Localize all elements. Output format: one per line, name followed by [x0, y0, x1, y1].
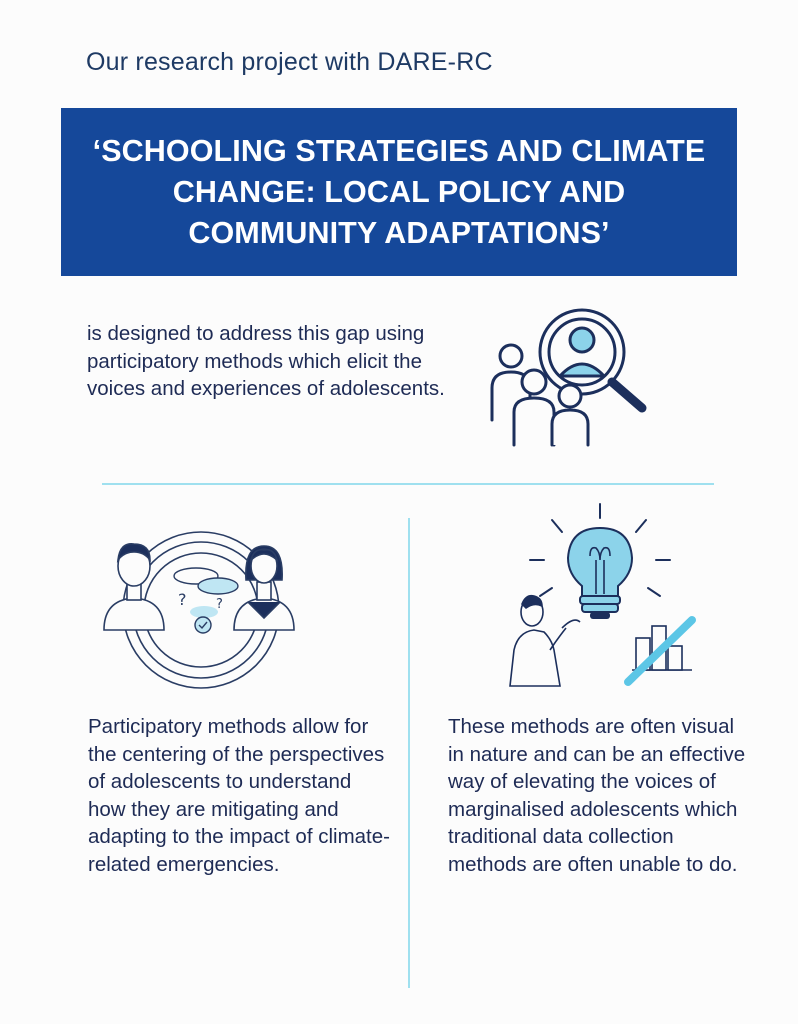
svg-text:?: ? — [216, 597, 223, 612]
section2-text: Participatory methods allow for the centering of the perspectives of adolescents to understand how they are mitigating and adapting to the impact of climate-related emergencies. — [88, 715, 390, 876]
horizontal-divider — [102, 483, 714, 485]
people-magnifier-icon — [484, 300, 654, 450]
conversation-people-icon — [98, 520, 303, 690]
section3-text: These methods are often visual in nature and can be an effective way of elevating the voices of marginalised adolescents which traditional data collection methods are often unable to do. — [448, 715, 746, 876]
svg-text:?: ? — [178, 590, 187, 609]
project-title: ‘SCHOOLING STRATEGIES AND CLIMATE CHANGE: LOCAL POLICY AND COMMUNITY ADAPTATIONS’ — [92, 133, 706, 250]
intro-heading: Our research project with DARE-RC — [86, 48, 493, 76]
section1-text: is designed to address this gap using participatory methods which elicit the voices and experiences of adolescents. — [87, 322, 445, 400]
lightbulb-idea-icon — [500, 500, 710, 690]
vertical-divider — [408, 518, 410, 988]
title-banner — [61, 108, 737, 276]
